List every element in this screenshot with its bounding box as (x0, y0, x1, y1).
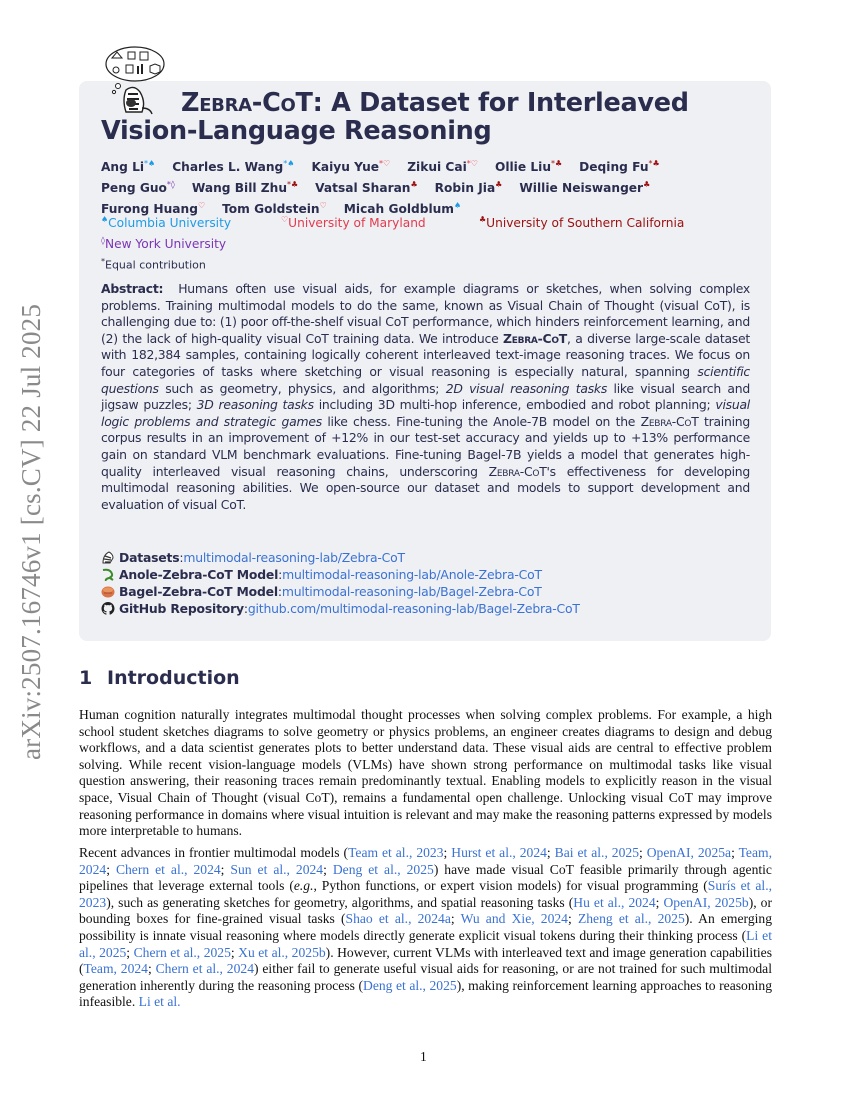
citation-link[interactable]: Deng et al., 2025 (332, 861, 434, 877)
author-name: Kaiyu Yue (311, 160, 380, 175)
affiliation-maryland: ♡University of Maryland (281, 215, 426, 231)
author-name: Robin Jia (434, 181, 496, 196)
italic-text: e.g. (293, 878, 314, 894)
author-name: Zikui Cai (407, 160, 467, 175)
citation-link[interactable]: OpenAI, 2025a (646, 845, 732, 860)
author (311, 160, 390, 174)
author-row (101, 176, 761, 197)
citation-link[interactable]: Xu et al., 2025b (238, 944, 326, 960)
author-name: Peng Guo (101, 181, 167, 196)
citation-link[interactable]: Deng et al., 2025 (363, 977, 457, 993)
citation-link[interactable]: Shao et al., 2024a (345, 911, 451, 927)
text-run: ; (147, 961, 156, 977)
equal-contribution-note: *Equal contribution (101, 257, 206, 272)
author-name: Willie Neiswanger (519, 181, 644, 196)
affiliation-mark: *♡ (466, 159, 478, 168)
text-run: Recent advances in frontier multimodal models ( (79, 845, 349, 860)
citation-link[interactable]: Hurst et al., 2024 (451, 845, 547, 860)
resource-links (101, 549, 761, 617)
author-name: Tom Goldstein (222, 202, 320, 217)
author-name: Ollie Liu (494, 160, 551, 175)
link-row-github: GitHub Repository : github.com/multimodal-reasoning-lab/Bagel-Zebra-CoT (101, 600, 761, 617)
author-name: Vatsal Sharan (315, 181, 411, 196)
author (192, 181, 298, 195)
link-row-datasets: Datasets : multimodal-reasoning-lab/Zebra-CoT (101, 549, 761, 566)
author-name: Furong Huang (101, 202, 198, 217)
text-run: ; (655, 894, 664, 910)
title-line-2: Vision-Language Reasoning (101, 116, 492, 146)
text-run: ; (106, 861, 116, 877)
arxiv-identifier-stamp: arXiv:2507.16746v1 [cs.CV] 22 Jul 2025 (16, 303, 46, 760)
section-title: Introduction (107, 667, 240, 689)
affiliation-mark: *♣ (551, 159, 563, 168)
text-run: ; (323, 861, 333, 877)
citation-link[interactable]: Wu and Xie, 2024 (460, 911, 568, 927)
text-run: ; (220, 861, 231, 877)
text-run: ; (639, 845, 647, 860)
title-dataset-name: Zebra-CoT (181, 88, 313, 118)
citation-link[interactable]: Team, 2024 (79, 845, 772, 877)
text-run: ). However, current VLMs with interleaved text and image generation capabilities ( (79, 944, 772, 977)
citation-link[interactable]: Li et al. (138, 994, 181, 1010)
text-run: ) either fail to generate useful visual aids for reasoning, or are not trained for such multimodal generation inherently during the reasoning process ( (79, 961, 772, 993)
author (101, 160, 155, 174)
author-list (101, 155, 761, 218)
citation-link[interactable]: Hu et al., 2024 (573, 894, 656, 910)
author (519, 181, 650, 195)
link-row-anole: Anole-Zebra-CoT Model : multimodal-reasoning-lab/Anole-Zebra-CoT (101, 566, 761, 583)
text-run: ; (546, 845, 555, 860)
affiliation-mark: *♡ (379, 159, 391, 168)
citation-link[interactable]: OpenAI, 2025b (663, 894, 749, 910)
affiliation-mark: *♠ (283, 159, 295, 168)
citation-link[interactable]: Chern et al., 2024 (115, 861, 221, 877)
affiliation-usc: ♣University of Southern California (479, 215, 685, 231)
text-run: , Python functions, or expert vision models) for visual programming ( (313, 878, 708, 894)
text-run: ; (230, 944, 239, 960)
citation-link[interactable]: Surís et al., 2023 (79, 878, 772, 910)
lizard-icon (101, 568, 115, 581)
datasets-link[interactable]: multimodal-reasoning-lab/Zebra-CoT (183, 550, 405, 565)
citation-link[interactable]: Li et al., 2025 (79, 927, 772, 960)
paper-title: Zebra-CoT: A Dataset for Interleaved Vision-Language Reasoning (101, 88, 689, 146)
author (435, 181, 503, 195)
text-run: ; (126, 944, 134, 960)
affiliation-mark: *◊ (166, 180, 175, 190)
affiliation-mark: ♣ (643, 180, 651, 190)
github-icon (101, 602, 115, 615)
affiliation-list (101, 211, 761, 274)
text-run: ). An emerging possibility is innate visual reasoning where models directly generate explicit visual tokens during their thinking process ( (79, 911, 772, 943)
author (101, 181, 175, 195)
citation-link[interactable]: Zheng et al., 2025 (577, 911, 685, 927)
text-run: ) have made visual CoT feasible primarily through agentic pipelines that leverage external tools ( (79, 861, 772, 894)
abstract: Abstract: Humans often use visual aids, for example diagrams or sketches, when solving complex problems. Training multimodal models to do the same, known as Visual Chain of Thought (visual CoT), is challenging due to: (1) poor off-the-shelf visual CoT performance, which hinders reinforcement learning, and (2) the lack of high-quality visual CoT training data. We introduce Zebra-CoT, a diverse large-scale dataset with 182,384 samples, containing logically coherent interleaved text-image reasoning traces. We focus on four categories of tasks where sketching or visual reasoning is especially natural, spanning scientific questions such as geometry, physics, and algorithms; 2D visual reasoning tasks like visual search and jigsaw puzzles; 3D reasoning tasks including 3D multi-hop inference, embodied and robot planning; visual logic problems and strategic games like chess. Fine-tuning the Anole-7B model on the Zebra-CoT training corpus results in an improvement of +12% in our test-set accuracy and yields up to +13% performance gain on standard VLM benchmark evaluations. Fine-tuning Bagel-7B yields a model that generates high-quality interleaved visual reasoning chains, underscoring Zebra-CoT's effectiveness for developing multimodal reasoning abilities. We open-source our dataset and models to support development and evaluation of visual CoT. (101, 281, 750, 512)
section-heading-introduction (79, 667, 240, 689)
affiliation-mark: ♡ (197, 201, 206, 211)
citation-link[interactable]: Team et al., 2023 (348, 845, 444, 860)
affiliation-mark: ♣ (410, 180, 418, 190)
author (579, 160, 660, 174)
author-name: Micah Goldblum (343, 202, 455, 217)
text-run: ; (443, 845, 452, 860)
text-run: ; (567, 911, 578, 927)
intro-paragraph-1: Human cognition naturally integrates multimodal thought processes when solving complex problems. For example, a high school student sketches diagrams to solve geometry or physics problems, an engineer creates diagrams to design and debug workflows, and a data scientist generates plots to better understand data. These visual aids are central to effective problem solving. While recent vision-language models (VLMs) have shown strong performance on multimodal tasks like visual question answering, their reasoning traces remain predominantly textual. Enabling models to explicitly reason in the visual space, Visual Chain of Thought (visual CoT), remains a fundamental open challenge. Unlocking visual CoT may improve reasoning performance in domains where visual intuition is relevant and may make the reasoning patterns expressed by models more interpretable to humans. (79, 707, 772, 839)
intro-paragraph-2 (79, 845, 772, 1011)
bagel-icon (101, 585, 115, 598)
affiliation-mark: *♠ (144, 159, 156, 168)
github-repository-link[interactable]: github.com/multimodal-reasoning-lab/Bagel-Zebra-CoT (247, 601, 580, 616)
author-name: Wang Bill Zhu (191, 181, 287, 196)
text-run: ; (450, 911, 461, 927)
author-name: Deqing Fu (579, 160, 649, 175)
section-number: 1 (79, 667, 93, 689)
text-run: ), such as generating sketches for geometry, algorithms, and spatial reasoning tasks ( (106, 894, 574, 910)
author-name: Charles L. Wang (172, 160, 284, 175)
author (172, 160, 294, 174)
page-number: 1 (420, 1049, 427, 1064)
text-run: ; (731, 845, 739, 860)
author (315, 181, 417, 195)
affiliation-nyu: ◊New York University (101, 236, 227, 252)
citation-link[interactable]: Team, 2024 (83, 961, 148, 977)
anole-model-link[interactable]: multimodal-reasoning-lab/Anole-Zebra-CoT (282, 567, 542, 582)
citation-link[interactable]: Chern et al., 2024 (155, 961, 254, 977)
affiliation-mark: *♣ (648, 159, 660, 168)
author (407, 160, 478, 174)
citation-link[interactable]: Sun et al., 2024 (230, 861, 324, 877)
link-row-bagel: Bagel-Zebra-CoT Model : multimodal-reasoning-lab/Bagel-Zebra-CoT (101, 583, 761, 600)
text-run: ), or bounding boxes for fine-grained visual tasks ( (79, 894, 772, 927)
affiliation-mark: ♣ (495, 180, 503, 190)
citation-link[interactable]: Bai et al., 2025 (554, 845, 639, 860)
author (495, 160, 562, 174)
author-row (101, 155, 761, 176)
affiliation-mark: *♣ (287, 180, 299, 190)
bagel-model-link[interactable]: multimodal-reasoning-lab/Bagel-Zebra-CoT (281, 584, 542, 599)
author-name: Ang Li (101, 160, 145, 175)
affiliation-mark: ♡ (319, 201, 327, 211)
citation-link[interactable]: Chern et al., 2025 (133, 944, 231, 960)
abstract-label: Abstract: (101, 281, 164, 296)
affiliation-columbia: ♠Columbia University (101, 215, 232, 231)
zebra-icon (101, 551, 115, 564)
affiliation-mark: ♠ (454, 201, 462, 211)
text-run: ), making reinforcement learning approaches to reasoning infeasible. (79, 977, 772, 1010)
